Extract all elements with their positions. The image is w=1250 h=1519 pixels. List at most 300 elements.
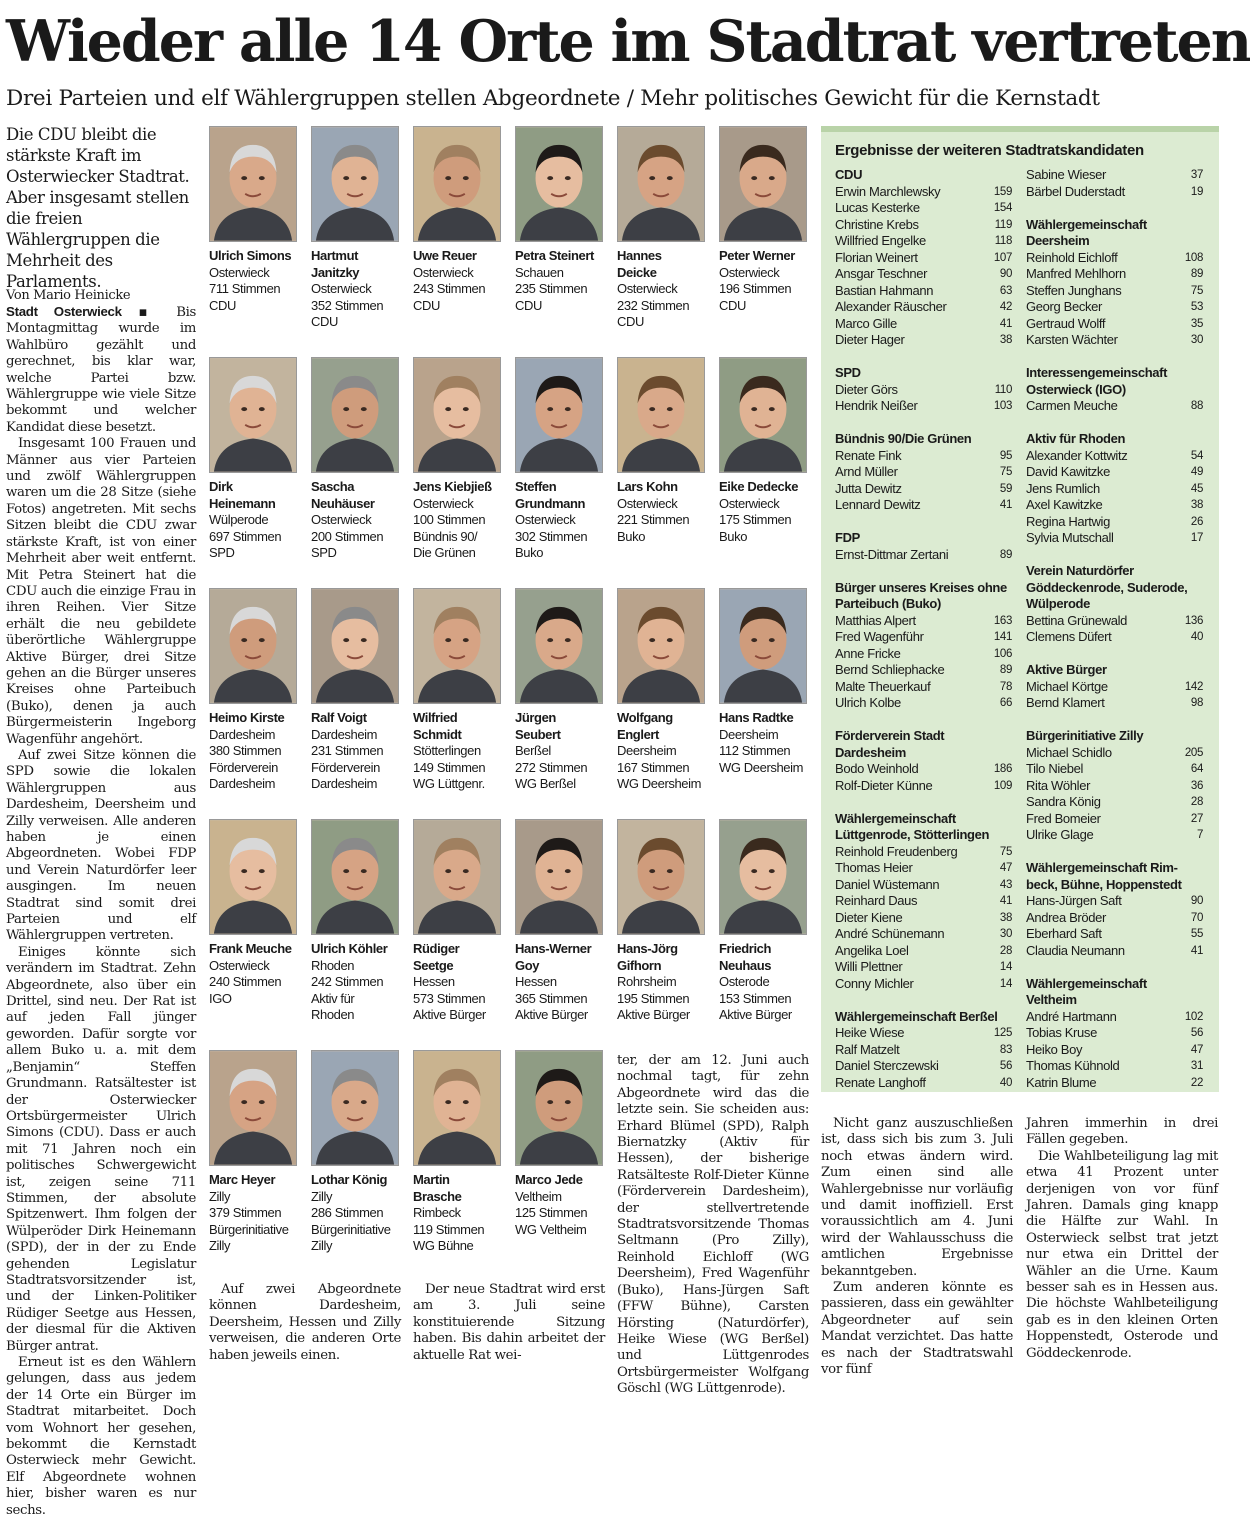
portrait-photo	[617, 819, 705, 935]
candidate-votes: 108	[1184, 251, 1203, 264]
candidate-row	[835, 877, 1012, 894]
party-heading: Göddeckenrode, Suderode,	[1026, 579, 1188, 595]
member-name: Hans Radtke	[719, 710, 794, 725]
portrait-image	[414, 358, 500, 472]
candidate-votes: 75	[1190, 284, 1203, 297]
paragraph: Einiges könnte sich verändern im Stadtrat. Zehn Abgeordnete, also über ein Drittel, sind neu. Der Rat ist auf jeden Fall jünger geworden. Dafür sorgte vor allem Buko u. a. mit dem „Benjamin“ Steffen Grundmann. Ratsältester ist der Osterwiecker Ortsbürgermeister Ulrich Simons (CDU). Dass er auch mit 71 Jahren noch ein politisches Schwergewicht ist, zeigen seine 711 Stimmen, der absolute Spitzenwert. Ihm folgen der Wülperöder Dirk Heinemann (SPD), der in der zu Ende gehenden Legislatur Stadtratsvorsitzender ist, und der Linken-Politiker Rüdiger Seetge aus Hessen, der diesmal für die Aktiven Bürger antrat.	[6, 944, 196, 1354]
member-card	[617, 819, 713, 1024]
portrait-photo	[515, 126, 603, 242]
member-info: WG Berßel	[515, 776, 576, 791]
member-name: Janitzky	[311, 264, 360, 280]
candidate-name: André Schünemann	[835, 926, 945, 941]
paragraph: Auf zwei Sitze können die SPD sowie die lokalen Wählergruppen aus Dardesheim, Deersheim und Zilly verweisen. Alle anderen haben je einen Abgeordneten. Wobei FDP und Verein Naturdörfer leer ausgingen. Im neuen Stadtrat sind somit drei Parteien und elf Wählergruppen vertreten.	[6, 747, 196, 944]
candidate-row	[1026, 266, 1203, 283]
candidate-votes: 40	[999, 1076, 1012, 1089]
candidate-row	[835, 1025, 1012, 1042]
portrait-image	[210, 589, 296, 703]
member-info: WG Deersheim	[719, 759, 804, 775]
candidate-name: Daniel Wüstemann	[835, 876, 940, 892]
member-info: Berßel	[515, 743, 551, 758]
party-group	[835, 811, 1012, 993]
member-info: Bündnis 90/	[413, 528, 478, 544]
member-info: Buko	[617, 528, 646, 544]
candidate-row	[1026, 299, 1203, 316]
candidate-votes: 110	[994, 383, 1012, 396]
paragraph: Erneut ist es den Wählern gelungen, dass aus jedem der 14 Orte ein Bürger im Stadtrat mitarbeitet. Doch vom Wohnort her gesehen, bekommt die Kernstadt Osterwieck mehr Gewicht. Elf Abgeordnete wohnen hier, bisher waren es nur sechs.	[6, 1355, 196, 1518]
portrait-image	[312, 358, 398, 472]
candidate-name: Sabine Wieser	[1026, 167, 1106, 182]
candidate-name: Renate Fink	[835, 447, 902, 463]
candidate-row	[1026, 679, 1203, 696]
member-name: Lars Kohn	[617, 479, 678, 494]
portrait-image	[720, 358, 806, 472]
candidate-row	[1026, 448, 1203, 465]
member-info: 243 Stimmen	[413, 281, 486, 296]
article-column-c	[413, 1282, 605, 1363]
candidate-votes: 90	[999, 268, 1012, 280]
member-info: Aktive Bürger	[617, 1007, 690, 1022]
candidate-row	[1026, 332, 1203, 349]
member-info: WG Veltheim	[515, 1221, 587, 1237]
candidate-name: Bettina Grünewald	[1026, 612, 1128, 628]
portrait-image	[516, 1051, 602, 1165]
member-info: 153 Stimmen	[719, 990, 792, 1006]
member-card	[311, 126, 407, 331]
portrait-image	[312, 589, 398, 703]
paragraph: Die Wahlbeteiligung lag mit etwa 41 Prozent unter derjenigen von vor fünf Jahren. Damals ging knapp die Hälfte zur Wahl. In Osterwieck selbst trat jetzt nur etwa ein Drittel der Wähler an die Urne. Kaum besser sah es in Hessen aus. Die höchste Wahlbeteiligung gab es in den kleinen Orten Hoppenstedt, Osterode und Göddeckenrode.	[1026, 1148, 1218, 1361]
member-info: Osterwieck	[311, 281, 372, 296]
candidate-name: Rita Wöhler	[1026, 777, 1091, 793]
candidate-row	[1026, 1009, 1203, 1026]
member-info: 167 Stimmen	[617, 759, 690, 775]
candidate-row	[835, 250, 1012, 267]
candidate-name: Ansgar Teschner	[835, 266, 928, 281]
member-card	[719, 126, 815, 314]
candidate-name: Erwin Marchlewsky	[835, 183, 941, 199]
candidate-votes: 41	[999, 499, 1012, 511]
candidate-votes: 90	[1190, 895, 1203, 907]
paragraph: Nicht ganz auszuschließen ist, dass sich bis zum 3. Juli noch etwas ändern wird. Zum einen sind alle Wahlergebnisse nur vorläufig und damit inoffiziell. Erst voraussichtlich am 4. Juni wird der Wahlausschuss die amtlichen Ergebnisse bekanntgeben.	[821, 1116, 1013, 1279]
party-group	[1026, 167, 1203, 200]
candidate-row	[1026, 613, 1203, 630]
candidate-row	[835, 910, 1012, 927]
portrait-image	[414, 589, 500, 703]
candidate-votes: 102	[1184, 1010, 1203, 1023]
candidate-votes: 103	[993, 400, 1012, 412]
portrait-photo	[311, 126, 399, 242]
member-card	[413, 588, 509, 793]
candidate-votes: 83	[999, 1043, 1012, 1056]
member-name: Englert	[617, 726, 659, 742]
member-info: Förderverein	[209, 759, 278, 775]
party-group	[835, 1009, 1012, 1092]
subheadline: Drei Parteien und elf Wählergruppen stellen Abgeordnete / Mehr politisches Gewicht für die Kernstadt	[6, 86, 1100, 111]
candidate-row	[1026, 910, 1203, 927]
candidate-row	[1026, 827, 1203, 844]
portrait-photo	[515, 357, 603, 473]
candidate-votes: 205	[1184, 746, 1203, 759]
party-group	[835, 580, 1012, 712]
party-heading: CDU	[835, 167, 863, 182]
party-heading: Wählergemeinschaft Rim-	[1026, 860, 1178, 875]
candidate-name: Jens Rumlich	[1026, 480, 1100, 496]
candidate-name: Michael Körtge	[1026, 678, 1108, 694]
member-info: Bürgerinitiative	[209, 1221, 289, 1237]
candidate-votes: 36	[1190, 779, 1203, 792]
candidate-name: Andrea Bröder	[1026, 909, 1107, 925]
candidate-row	[1026, 811, 1203, 828]
portrait-photo	[209, 126, 297, 242]
candidate-name: Ralf Matzelt	[835, 1041, 900, 1057]
portrait-photo	[311, 819, 399, 935]
member-info: Osterwieck	[515, 512, 576, 527]
party-heading: Aktiv für Rhoden	[1026, 431, 1126, 446]
party-heading: beck, Bühne, Hoppenstedt	[1026, 876, 1182, 892]
candidate-votes: 28	[999, 944, 1012, 957]
member-info: Deersheim	[617, 743, 677, 758]
candidate-votes: 56	[999, 1060, 1012, 1072]
candidate-votes: 47	[999, 862, 1012, 874]
candidate-votes: 154	[993, 202, 1012, 214]
party-group	[835, 365, 1012, 415]
member-card	[617, 126, 713, 331]
candidate-name: Dieter Kiene	[835, 909, 903, 925]
member-card	[515, 357, 611, 562]
candidate-name: Hendrik Neißer	[835, 398, 918, 413]
candidate-votes: 88	[1190, 400, 1203, 412]
member-info: CDU	[719, 297, 746, 313]
candidate-row	[835, 860, 1012, 877]
member-info: Schauen	[515, 264, 564, 280]
candidate-votes: 89	[1190, 268, 1203, 280]
member-name: Uwe Reuer	[413, 248, 477, 263]
portrait-image	[516, 358, 602, 472]
portrait-photo	[617, 588, 705, 704]
member-info: WG Bühne	[413, 1238, 474, 1253]
member-card	[413, 1050, 509, 1255]
candidate-name: Daniel Sterczewski	[835, 1058, 939, 1073]
sidebar-title: Ergebnisse der weiteren Stadtratskandidaten	[835, 142, 1144, 159]
candidate-votes: 136	[1184, 614, 1203, 627]
member-info: 272 Stimmen	[515, 759, 588, 775]
portrait-photo	[209, 819, 297, 935]
candidate-votes: 37	[1190, 169, 1203, 181]
member-info: 302 Stimmen	[515, 528, 588, 544]
candidate-votes: 47	[1190, 1043, 1203, 1056]
candidate-name: Thomas Heier	[835, 860, 913, 875]
member-info: Buko	[515, 545, 544, 560]
candidate-votes: 78	[999, 680, 1012, 693]
member-info: WG Lüttgenr.	[413, 776, 485, 791]
candidate-name: Lucas Kesterke	[835, 200, 920, 215]
member-info: Stötterlingen	[413, 743, 481, 758]
member-card	[209, 1050, 305, 1255]
party-group	[1026, 563, 1203, 646]
party-group	[1026, 431, 1203, 547]
member-info: Osterwieck	[413, 495, 474, 511]
candidate-row	[835, 200, 1012, 217]
candidate-votes: 75	[999, 466, 1012, 478]
party-group	[835, 167, 1012, 349]
candidate-name: Fred Bomeier	[1026, 810, 1101, 826]
candidate-name: Lennard Dewitz	[835, 497, 921, 512]
party-heading: SPD	[835, 365, 861, 380]
member-name: Neuhäuser	[311, 495, 375, 511]
member-info: 231 Stimmen	[311, 743, 384, 758]
results-sidebar	[821, 126, 1219, 1092]
candidate-row	[1026, 745, 1203, 762]
candidate-name: Steffen Junghans	[1026, 282, 1122, 298]
candidate-name: Bernd Schliephacke	[835, 662, 945, 677]
candidate-name: Heike Wiese	[835, 1025, 905, 1040]
portrait-image	[720, 589, 806, 703]
candidate-row	[835, 398, 1012, 415]
member-name: Jens Kiebjieß	[413, 479, 492, 494]
member-info: Deersheim	[719, 726, 779, 742]
member-name: Wilfried	[413, 710, 458, 725]
portrait-photo	[209, 1050, 297, 1166]
candidate-name: Katrin Blume	[1026, 1074, 1097, 1090]
member-info: Osterwieck	[617, 281, 678, 296]
candidate-name: Axel Kawitzke	[1026, 497, 1103, 512]
candidate-row	[835, 976, 1012, 993]
candidate-row	[1026, 926, 1203, 943]
candidate-row	[1026, 695, 1203, 712]
portrait-image	[414, 1051, 500, 1165]
party-heading: Bündnis 90/Die Grünen	[835, 431, 972, 446]
portrait-image	[618, 358, 704, 472]
candidate-row	[835, 316, 1012, 333]
candidate-name: Gertraud Wolff	[1026, 315, 1106, 331]
candidate-votes: 30	[1190, 334, 1203, 346]
portrait-photo	[311, 1050, 399, 1166]
candidate-votes: 30	[999, 928, 1012, 940]
candidate-votes: 14	[999, 961, 1012, 973]
party-heading: FDP	[835, 530, 860, 545]
portrait-photo	[515, 819, 603, 935]
member-info: CDU	[413, 297, 440, 313]
member-info: CDU	[209, 297, 236, 313]
candidate-name: Anne Fricke	[835, 645, 901, 661]
party-heading: Wählergemeinschaft Berßel	[835, 1008, 998, 1024]
candidate-votes: 38	[999, 334, 1012, 346]
portrait-image	[312, 127, 398, 241]
candidate-name: Karsten Wächter	[1026, 332, 1118, 347]
member-card	[719, 588, 815, 776]
party-group	[1026, 662, 1203, 712]
member-name: Friedrich	[719, 941, 772, 956]
dateline: Stadt Osterwieck	[6, 304, 122, 319]
candidate-votes: 98	[1190, 697, 1203, 709]
candidate-votes: 70	[1190, 911, 1203, 924]
member-card	[719, 819, 815, 1024]
party-group	[1026, 217, 1203, 349]
candidate-row	[1026, 530, 1203, 547]
member-info: Dardesheim	[311, 726, 378, 742]
candidate-name: Manfred Mehlhorn	[1026, 266, 1126, 281]
byline: Von Mario Heinicke	[6, 288, 131, 303]
candidate-name: Hans-Jürgen Saft	[1026, 893, 1122, 908]
candidate-votes: 75	[999, 845, 1012, 858]
candidate-votes: 22	[1190, 1076, 1203, 1089]
candidate-votes: 45	[1190, 482, 1203, 495]
member-card	[515, 1050, 611, 1238]
candidate-row	[835, 382, 1012, 399]
member-info: 235 Stimmen	[515, 281, 588, 296]
paragraph: Jahren immerhin in drei Fällen gegeben.	[1026, 1116, 1218, 1148]
party-heading: Veltheim	[1026, 992, 1077, 1007]
candidate-votes: 38	[1190, 499, 1203, 511]
member-info: 240 Stimmen	[209, 974, 282, 989]
candidate-name: Malte Theuerkauf	[835, 678, 931, 694]
member-name: Ulrich Simons	[209, 248, 292, 263]
member-name: Heimo Kirste	[209, 710, 285, 725]
candidate-row	[835, 184, 1012, 201]
candidate-name: Bastian Hahmann	[835, 282, 934, 298]
candidate-name: Reinhold Eichloff	[1026, 249, 1118, 265]
member-info: Die Grünen	[413, 545, 476, 560]
candidate-name: Dieter Görs	[835, 381, 898, 397]
member-name: Gifhorn	[617, 957, 662, 973]
candidate-name: Angelika Loel	[835, 942, 909, 958]
candidate-row	[1026, 778, 1203, 795]
paragraph	[6, 304, 196, 436]
candidate-votes: 14	[999, 977, 1012, 990]
member-info: 365 Stimmen	[515, 990, 588, 1006]
party-heading: Bürgerinitiative Zilly	[1026, 728, 1144, 743]
member-info: 221 Stimmen	[617, 512, 690, 527]
member-name: Ulrich Köhler	[311, 941, 388, 956]
candidate-row	[835, 1042, 1012, 1059]
candidate-name: Matthias Alpert	[835, 612, 916, 628]
candidate-votes: 63	[999, 284, 1012, 297]
portrait-photo	[413, 819, 501, 935]
member-info: Aktiv für	[311, 990, 355, 1006]
candidate-votes: 109	[993, 779, 1012, 792]
member-card	[515, 819, 611, 1024]
candidate-name: Alexander Kottwitz	[1026, 447, 1128, 463]
member-name: Petra Steinert	[515, 248, 594, 263]
candidate-row	[835, 613, 1012, 630]
portrait-photo	[719, 819, 807, 935]
intro-text: Die CDU bleibt die stärkste Kraft im Osterwiecker Stadtrat. Aber insgesamt stellen die freien Wählergruppen die Mehrheit des Parlaments.	[6, 125, 190, 291]
candidate-row	[835, 283, 1012, 300]
portrait-image	[516, 589, 602, 703]
candidate-name: Ulrike Glage	[1026, 827, 1094, 842]
party-heading: Aktive Bürger	[1026, 662, 1107, 677]
candidate-row	[1026, 943, 1203, 960]
candidate-row	[1026, 497, 1203, 514]
party-group	[1026, 365, 1203, 415]
portrait-image	[618, 127, 704, 241]
member-name: Lothar König	[311, 1172, 388, 1187]
member-info: 697 Stimmen	[209, 528, 282, 544]
candidate-row	[1026, 481, 1203, 498]
candidate-votes: 107	[993, 251, 1012, 264]
portrait-photo	[413, 126, 501, 242]
member-info: Dardesheim	[209, 726, 276, 742]
party-heading: Deersheim	[1026, 233, 1090, 248]
member-name: Jürgen	[515, 710, 556, 725]
member-info: 232 Stimmen	[617, 297, 690, 313]
portrait-photo	[413, 588, 501, 704]
candidate-name: Sylvia Mutschall	[1026, 530, 1114, 545]
candidate-row	[1026, 283, 1203, 300]
party-heading: Wählergemeinschaft	[835, 810, 956, 826]
candidate-row	[835, 332, 1012, 349]
candidate-name: Christine Krebs	[835, 216, 919, 232]
party-heading: Interessengemeinschaft	[1026, 365, 1168, 380]
party-heading: Wülperode	[1026, 596, 1091, 611]
candidate-votes: 41	[999, 317, 1012, 330]
member-name: Goy	[515, 957, 540, 973]
member-card	[209, 819, 305, 1007]
candidate-row	[835, 481, 1012, 498]
member-info: CDU	[311, 314, 338, 329]
member-info: Osterwieck	[311, 512, 372, 527]
party-group	[835, 728, 1012, 794]
candidate-name: André Hartmann	[1026, 1008, 1117, 1024]
portrait-photo	[719, 126, 807, 242]
member-info: Dardesheim	[209, 776, 276, 791]
paragraph: Zum anderen könnte es passieren, dass ein gewählter Abgeordneter auf sein Mandat verzichtet. Das hatte es nach der Stadtratswahl vor fünf	[821, 1280, 1013, 1378]
candidate-row	[835, 629, 1012, 646]
portrait-image	[720, 820, 806, 934]
member-name: Deicke	[617, 264, 657, 280]
member-name: Martin	[413, 1172, 450, 1187]
article-column-a	[617, 1053, 809, 1397]
member-info: Aktive Bürger	[413, 1007, 486, 1022]
portrait-photo	[617, 357, 705, 473]
candidate-name: Rolf-Dieter Künne	[835, 777, 933, 793]
member-info: 119 Stimmen	[413, 1221, 485, 1237]
candidate-name: Ulrich Kolbe	[835, 695, 901, 710]
portrait-photo	[209, 357, 297, 473]
paragraph-text: Bis Montagmittag wurde im Wahlbüro gezählt und gerechnet, bis klar war, welche Partei bzw. Wählergruppe wie viele Sitze bekommt und welcher Kandidat diese besetzt.	[6, 305, 196, 435]
candidate-votes: 119	[994, 218, 1012, 231]
portrait-photo	[413, 1050, 501, 1166]
candidate-row	[835, 926, 1012, 943]
member-name: Hartmut	[311, 248, 359, 263]
member-info: Zilly	[311, 1238, 333, 1253]
candidate-name: Reinhard Daus	[835, 893, 918, 908]
portrait-photo	[515, 1050, 603, 1166]
candidate-row	[835, 778, 1012, 795]
candidate-name: Thomas Kühnold	[1026, 1058, 1120, 1073]
candidate-votes: 59	[999, 482, 1012, 495]
candidate-votes: 40	[1190, 631, 1203, 643]
candidate-votes: 142	[1184, 680, 1203, 693]
party-group	[835, 530, 1012, 563]
candidate-row	[1026, 398, 1203, 415]
member-card	[413, 126, 509, 314]
member-info: 112 Stimmen	[719, 743, 791, 758]
candidate-name: Carmen Meuche	[1026, 398, 1118, 413]
party-heading: Verein Naturdörfer	[1026, 563, 1134, 578]
candidate-votes: 159	[993, 185, 1012, 198]
party-heading: Dardesheim	[835, 744, 906, 760]
member-card	[311, 1050, 407, 1255]
candidate-row	[835, 761, 1012, 778]
candidate-name: Clemens Düfert	[1026, 629, 1112, 644]
paragraph: Der neue Stadtrat wird erst am 3. Juli seine konstituierende Sitzung haben. Bis dahin arbeitet der aktuelle Rat wei-	[413, 1282, 605, 1363]
member-info: Osterode	[719, 974, 770, 989]
member-info: IGO	[209, 990, 232, 1006]
portrait-photo	[413, 357, 501, 473]
article-column-e	[1026, 1116, 1218, 1361]
candidate-votes: 54	[1190, 449, 1203, 462]
member-name: Dirk	[209, 479, 233, 494]
